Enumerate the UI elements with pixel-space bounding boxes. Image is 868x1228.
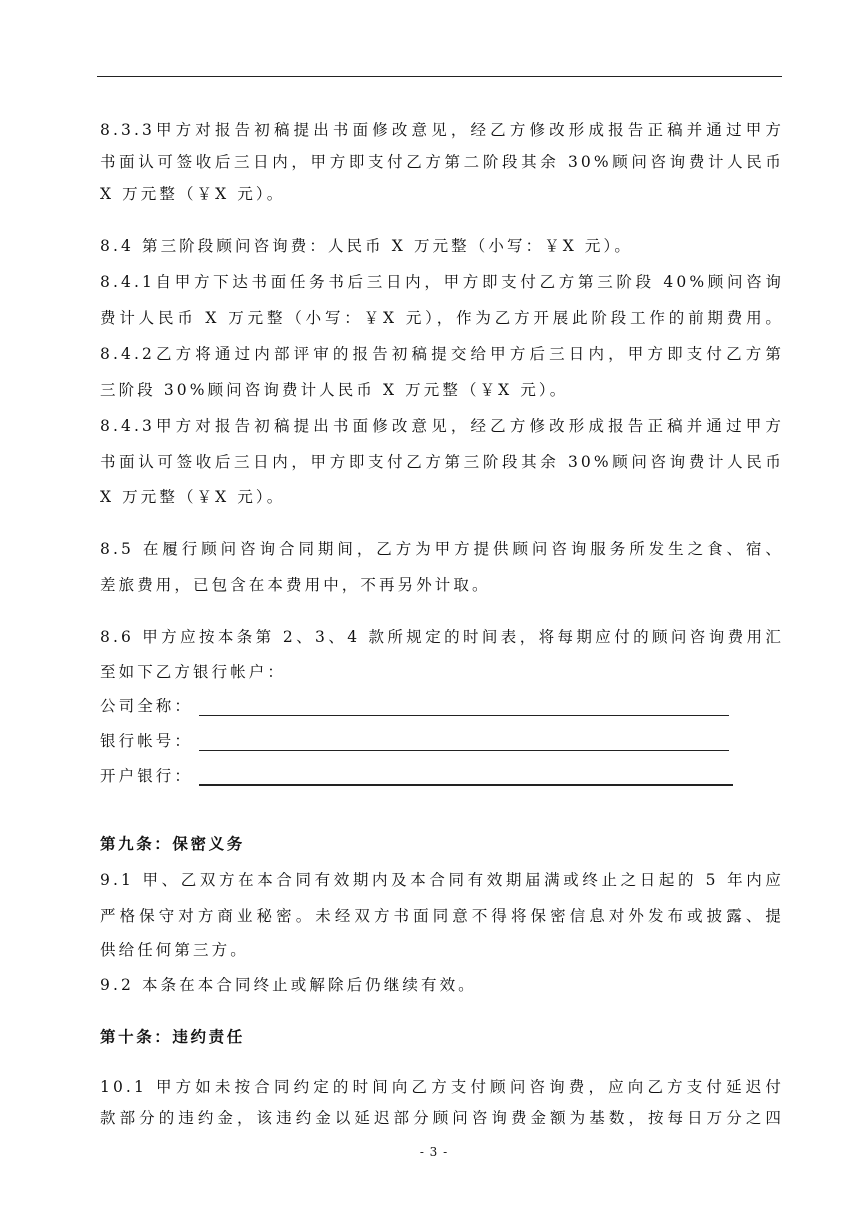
clause-8-3-3-line-3: X 万元整（￥X 元）。 — [100, 185, 286, 203]
clause-8-3-3-line-2: 书面认可签收后三日内，甲方即支付乙方第二阶段其余 30%顾问咨询费计人民币 — [100, 153, 784, 171]
clause-9-1-line-3: 供给任何第三方。 — [100, 941, 249, 959]
clause-8-6-line-1: 8.6 甲方应按本条第 2、3、4 款所规定的时间表，将每期应付的顾问咨询费用汇 — [100, 628, 784, 646]
article-10-heading: 第十条：违约责任 — [100, 1028, 245, 1046]
company-name-field — [100, 694, 729, 716]
clause-8-4-3-line-1: 8.4.3甲方对报告初稿提出书面修改意见，经乙方修改形成报告正稿并通过甲方 — [100, 417, 784, 435]
company-name-label: 公司全称： — [100, 697, 194, 715]
header-rule — [97, 76, 782, 77]
clause-8-4-3-line-3: X 万元整（￥X 元）。 — [100, 488, 286, 506]
clause-8-4-1-line-1: 8.4.1自甲方下达书面任务书后三日内，甲方即支付乙方第三阶段 40%顾问咨询 — [100, 273, 784, 291]
clause-9-1-line-2: 严格保守对方商业秘密。未经双方书面同意不得将保密信息对外发布或披露、提 — [100, 907, 784, 925]
bank-account-field — [100, 729, 729, 751]
company-name-blank[interactable] — [199, 701, 729, 716]
bank-account-label: 银行帐号： — [100, 732, 194, 750]
clause-8-4-3-line-2: 书面认可签收后三日内，甲方即支付乙方第三阶段其余 30%顾问咨询费计人民币 — [100, 453, 784, 471]
clause-8-5-line-2: 差旅费用，已包含在本费用中，不再另外计取。 — [100, 576, 491, 594]
opening-bank-field — [100, 764, 733, 786]
clause-8-4-2-line-1: 8.4.2乙方将通过内部评审的报告初稿提交给甲方后三日内，甲方即支付乙方第 — [100, 345, 784, 363]
opening-bank-label: 开户银行： — [100, 767, 194, 785]
clause-9-2-line-1: 9.2 本条在本合同终止或解除后仍继续有效。 — [100, 976, 477, 994]
clause-8-4-1-line-2: 费计人民币 X 万元整（小写：￥X 元），作为乙方开展此阶段工作的前期费用。 — [100, 309, 784, 327]
clause-9-1-line-1: 9.1 甲、乙双方在本合同有效期内及本合同有效期届满或终止之日起的 5 年内应 — [100, 871, 784, 889]
clause-10-1-line-2: 款部分的违约金，该违约金以延迟部分顾问咨询费金额为基数，按每日万分之四 — [100, 1109, 784, 1127]
clause-8-5-line-1: 8.5 在履行顾问咨询合同期间，乙方为甲方提供顾问咨询服务所发生之食、宿、 — [100, 540, 784, 558]
clause-10-1-line-1: 10.1 甲方如未按合同约定的时间向乙方支付顾问咨询费，应向乙方支付延迟付 — [100, 1078, 784, 1096]
article-9-heading: 第九条：保密义务 — [100, 835, 245, 853]
opening-bank-blank[interactable] — [199, 770, 733, 786]
clause-8-3-3-line-1: 8.3.3甲方对报告初稿提出书面修改意见，经乙方修改形成报告正稿并通过甲方 — [100, 121, 784, 139]
clause-8-4-line-1: 8.4 第三阶段顾问咨询费：人民币 X 万元整（小写：￥X 元）。 — [100, 237, 633, 255]
clause-8-4-2-line-2: 三阶段 30%顾问咨询费计人民币 X 万元整（￥X 元）。 — [100, 381, 569, 399]
clause-8-6-line-2: 至如下乙方银行帐户： — [100, 663, 287, 681]
page-number: - 3 - — [419, 1145, 449, 1159]
bank-account-blank[interactable] — [199, 736, 729, 751]
